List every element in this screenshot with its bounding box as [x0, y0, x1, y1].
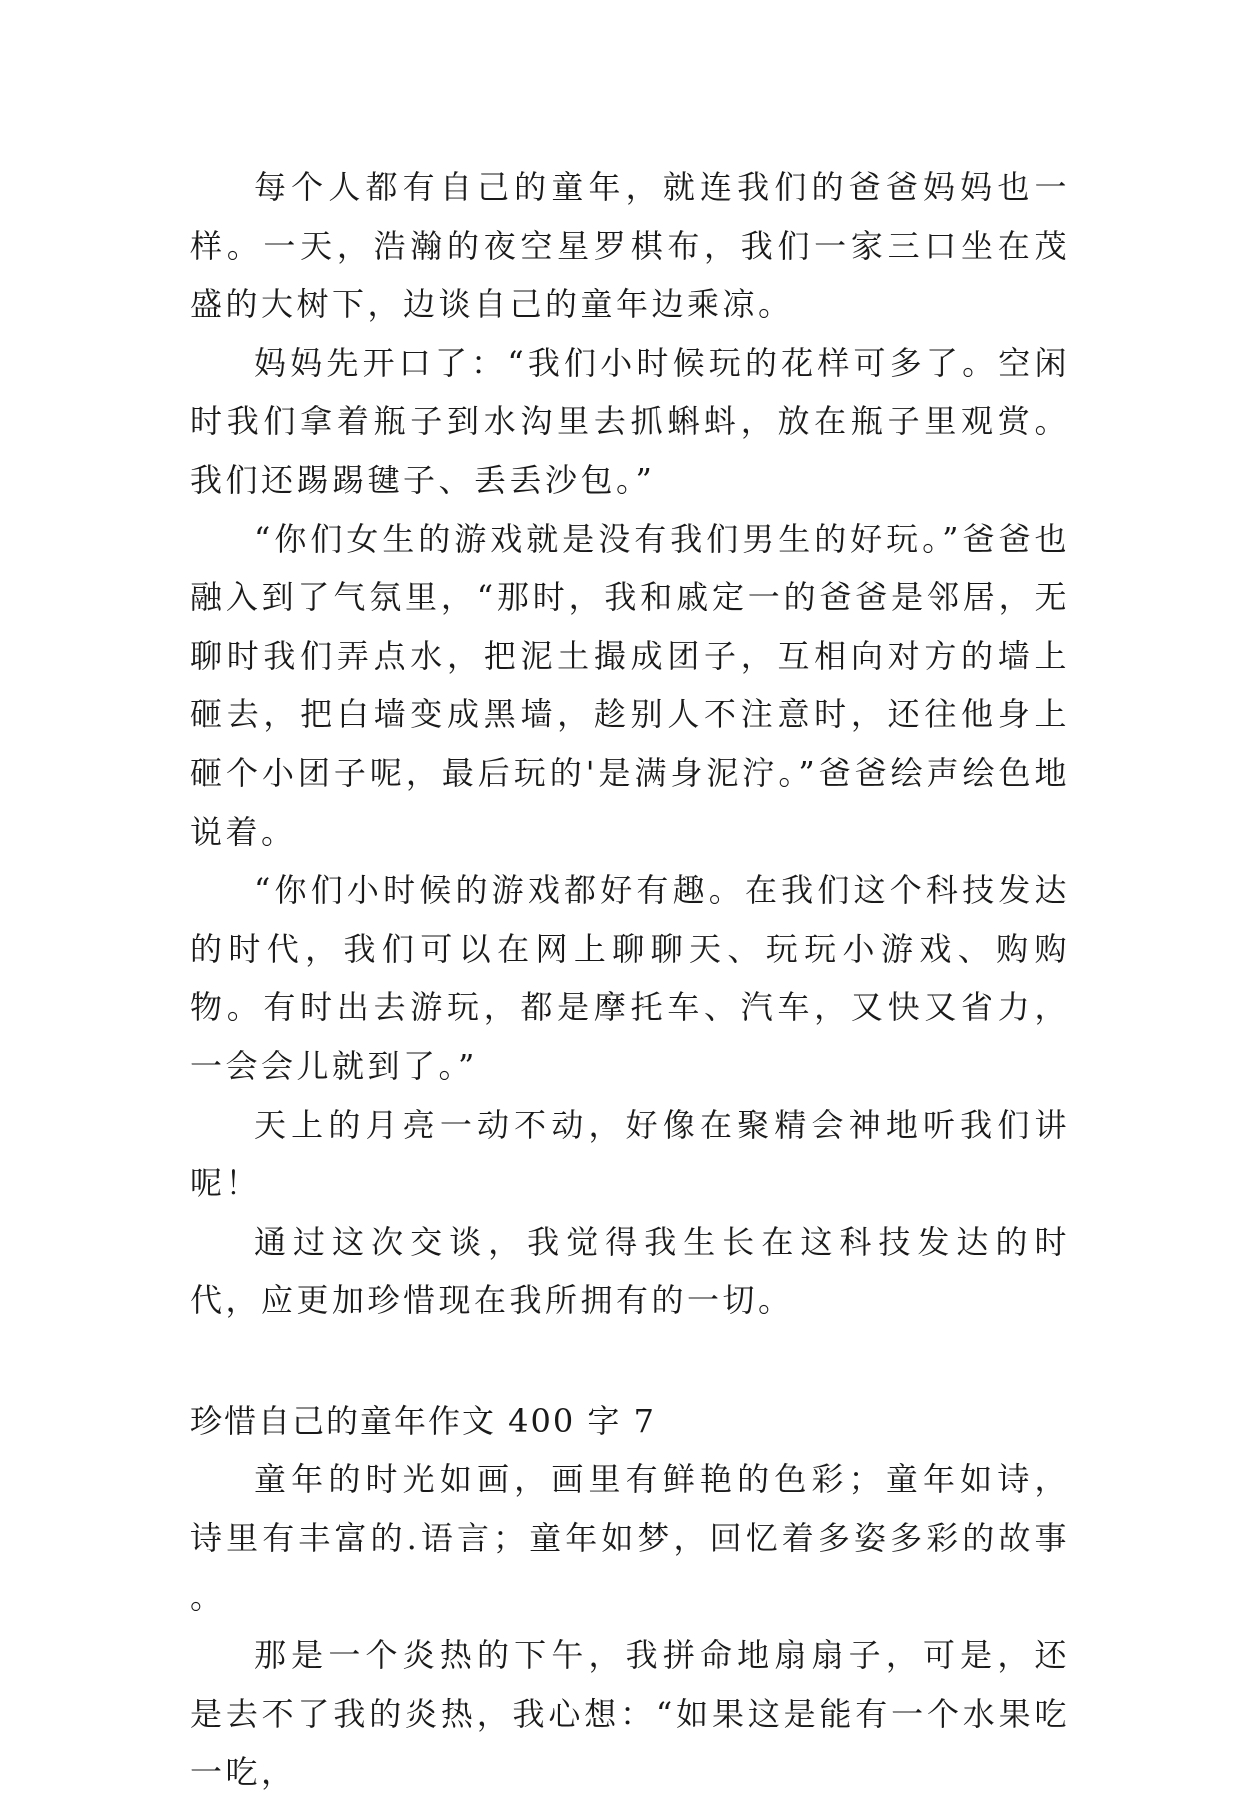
- paragraph: 童年的时光如画，画里有鲜艳的色彩；童年如诗，诗里有丰富的.语言；童年如梦，回忆着多姿多彩的故事 。: [190, 1460, 1070, 1616]
- paragraph: 那是一个炎热的下午，我拼命地扇扇子，可是，还是去不了我的炎热，我心想：“如果这是能有一个水果吃一吃，: [190, 1636, 1070, 1792]
- paragraph: 每个人都有自己的童年，就连我们的爸爸妈妈也一样。一天，浩瀚的夜空星罗棋布，我们一家三口坐在茂盛的大树下，边谈自己的童年边乘凉。: [190, 168, 1070, 324]
- paragraph: 天上的月亮一动不动，好像在聚精会神地听我们讲呢！: [190, 1105, 1070, 1203]
- paragraph: 妈妈先开口了：“我们小时候玩的花样可多了。空闲时我们拿着瓶子到水沟里去抓蝌蚪，放在瓶子里观赏。我们还踢踢毽子、丢丢沙包。”: [190, 343, 1070, 499]
- paragraph: “你们小时候的游戏都好有趣。在我们这个科技发达的时代，我们可以在网上聊聊天、玩玩小游戏、购购物。有时出去游玩，都是摩托车、汽车，又快又省力，一会会儿就到了。”: [190, 871, 1070, 1085]
- paragraph: “你们女生的游戏就是没有我们男生的好玩。”爸爸也融入到了气氛里，“那时，我和戚定一的爸爸是邻居，无聊时我们弄点水，把泥土撮成团子，互相向对方的墙上砸去，把白墙变成黑墙，趁别人不注意时，还往他身上砸个小团子呢，最后玩的'是满身泥泞。”爸爸绘声绘色地说着。: [190, 519, 1070, 851]
- section-heading: 珍惜自己的童年作文 400 字 7: [190, 1401, 656, 1440]
- paragraph: 通过这次交谈，我觉得我生长在这科技发达的时代，应更加珍惜现在我所拥有的一切。: [190, 1222, 1070, 1320]
- document-body: [190, 158, 1070, 1802]
